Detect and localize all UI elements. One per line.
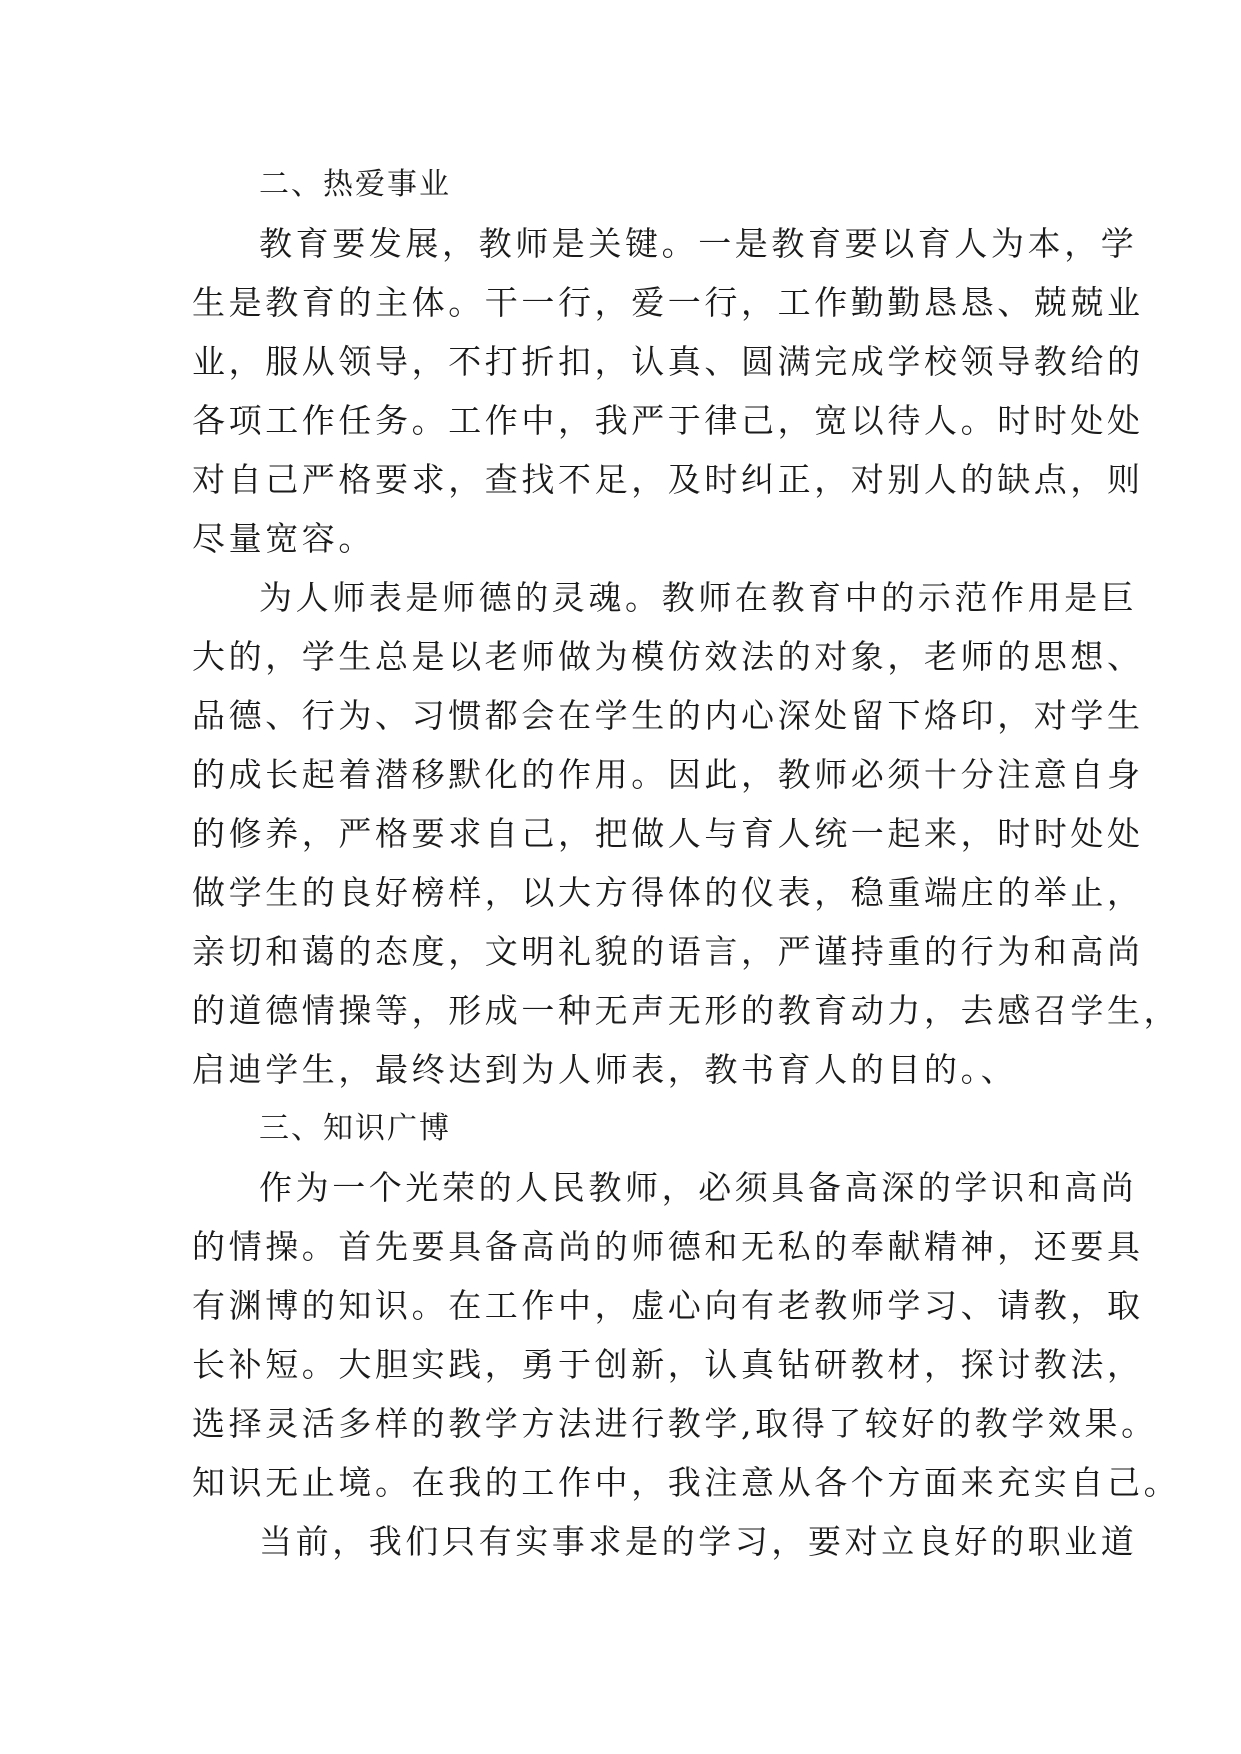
text-line: 当前，我们只有实事求是的学习，要对立良好的职业道 [259,1522,1138,1561]
section-heading: 二、热爱事业 [259,167,451,202]
text-line: 作为一个光荣的人民教师，必须具备高深的学识和高尚 [259,1168,1138,1207]
text-line: 教育要发展，教师是关键。一是教育要以育人为本，学 [259,224,1138,263]
text-line: 大的，学生总是以老师做为模仿效法的对象，老师的思想、 [192,637,1144,676]
text-line: 选择灵活多样的教学方法进行教学,取得了较好的教学效果。 [192,1404,1158,1443]
text-line: 的成长起着潜移默化的作用。因此，教师必须十分注意自身 [192,755,1144,794]
text-line: 做学生的良好榜样，以大方得体的仪表，稳重端庄的举止， [192,873,1144,912]
paragraph [192,214,1144,568]
text-line: 各项工作任务。工作中，我严于律己，宽以待人。时时处处 [192,401,1144,440]
section-heading: 三、知识广博 [259,1111,451,1146]
text-line: 的修养，严格要求自己，把做人与育人统一起来，时时处处 [192,814,1144,853]
text-line: 的情操。首先要具备高尚的师德和无私的奉献精神，还要具 [192,1227,1144,1266]
text-line: 亲切和蔼的态度，文明礼貌的语言，严谨持重的行为和高尚 [192,932,1144,971]
text-line: 尽量宽容。 [192,519,375,558]
text-line: 启迪学生，最终达到为人师表，教书育人的目的。、 [192,1050,1018,1089]
paragraph [192,568,1181,1099]
text-line: 品德、行为、习惯都会在学生的内心深处留下烙印，对学生 [192,696,1144,735]
text-line: 为人师表是师德的灵魂。教师在教育中的示范作用是巨 [259,578,1138,617]
paragraph [192,1512,1138,1571]
text-line: 生是教育的主体。干一行，爱一行，工作勤勤恳恳、兢兢业 [192,283,1144,322]
text-line: 知识无止境。在我的工作中，我注意从各个方面来充实自己。 [192,1463,1181,1502]
text-line: 长补短。大胆实践，勇于创新，认真钻研教材，探讨教法， [192,1345,1144,1384]
text-line: 的道德情操等，形成一种无声无形的教育动力，去感召学生， [192,991,1181,1030]
document-body [192,155,1181,1571]
text-line: 对自己严格要求，查找不足，及时纠正，对别人的缺点，则 [192,460,1144,499]
paragraph [192,1158,1181,1512]
text-line: 有渊博的知识。在工作中，虚心向有老教师学习、请教，取 [192,1286,1144,1325]
text-line: 业，服从领导，不打折扣，认真、圆满完成学校领导教给的 [192,342,1144,381]
